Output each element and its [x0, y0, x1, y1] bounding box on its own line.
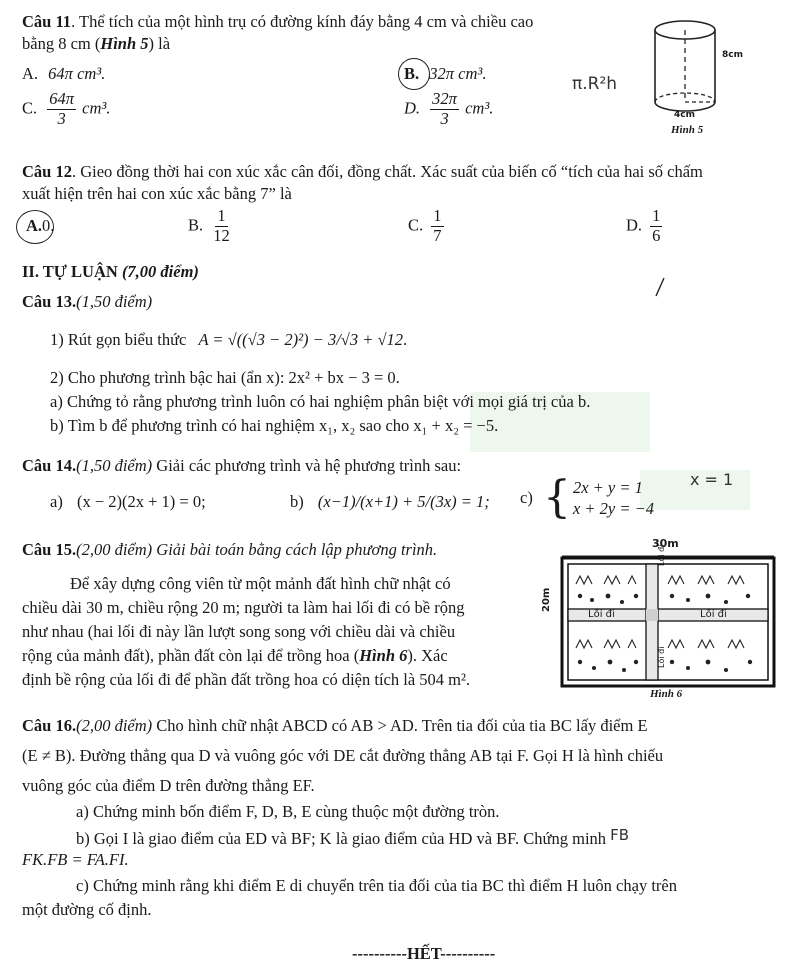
- q13-item2b: b) Tìm b để phương trình có hai nghiệm x₁, x₂ sao cho x₁ + x₂ = −5.: [50, 416, 499, 435]
- q13-label: Câu 13.: [22, 292, 77, 311]
- q11-text: . Thể tích của một hình trụ có đường kính đáy bằng 4 cm và chiều cao: [71, 12, 534, 31]
- q11-option-c: [22, 90, 110, 129]
- q13-item2: 2) Cho phương trình bậc hai (ẩn x): 2x² + bx − 3 = 0.: [50, 368, 400, 387]
- q14-label: Câu 14.: [22, 456, 77, 475]
- q14-c: [520, 472, 655, 523]
- q15-figure-ref: Hình 6: [359, 646, 408, 665]
- option-fraction: [650, 207, 662, 246]
- q14-b-expr: (x−1)/(x+1) + 5/(3x) = 1;: [317, 492, 490, 511]
- q11-handnote: π.R²h: [572, 74, 618, 94]
- system-row-2: x + 2y = −4: [572, 499, 655, 518]
- q11-figure-ref: Hình 5: [100, 34, 149, 53]
- fig6-caption: Hình 6: [650, 688, 683, 700]
- q15-label: Câu 15.: [22, 540, 77, 559]
- q15-p1: Để xây dựng công viên từ một mảnh đất hình chữ nhật có: [70, 574, 451, 593]
- q14-a-expr: (x − 2)(2x + 1) = 0;: [76, 492, 206, 511]
- option-unit: cm³.: [82, 98, 111, 118]
- park-figure: [548, 536, 788, 706]
- fraction-denominator: 7: [433, 225, 442, 245]
- q12-line1: [22, 162, 703, 182]
- q13-item1-expr: A = √((√3 − 2)²) − 3/√3 + √12: [198, 330, 404, 349]
- q16-line2: (E ≠ B). Đường thẳng qua D và vuông góc với DE cắt đường thẳng AB tại F. Gọi H là hình chiếu: [22, 746, 664, 765]
- fig6-length-label: 30m: [652, 537, 679, 550]
- option-fraction: [431, 207, 443, 246]
- option-label: C.: [22, 98, 38, 118]
- cylinder-figure: [640, 14, 770, 139]
- q15-p3: như nhau (hai lối đi này lần lượt song song với chiều dài và chiều: [22, 622, 456, 641]
- q11-text-a: bằng 8 cm (: [22, 34, 101, 53]
- q16-label: Câu 16.: [22, 716, 77, 735]
- option-label: C.: [408, 215, 424, 235]
- fraction-numerator: 1: [433, 206, 442, 225]
- q13-item1: 1) Rút gọn biểu thức A = √((√3 − 2)²) − 3/√3 + √12.: [50, 330, 408, 349]
- q11-option-a: [22, 64, 105, 84]
- option-value: 0.: [42, 216, 55, 235]
- option-label: A.: [22, 64, 39, 83]
- option-fraction: [211, 207, 232, 246]
- system-row-1: 2x + y = 1: [572, 477, 643, 497]
- q15-p5: định bề rộng của lối đi để phần đất trồng hoa có diện tích là 504 m².: [22, 670, 471, 689]
- q16-part-b-formula: FK.FB = FA.FI.: [22, 850, 129, 869]
- part2-title: II. TỰ LUẬN: [22, 262, 118, 281]
- q11-label: Câu 11: [22, 12, 72, 31]
- item-label: b): [290, 492, 304, 511]
- q13-points: (1,50 điểm): [76, 292, 153, 311]
- fraction-denominator: 6: [652, 225, 661, 245]
- fraction-denominator: 12: [213, 225, 230, 245]
- q16-points: (2,00 điểm): [76, 716, 153, 735]
- fraction-denominator: 3: [440, 108, 449, 128]
- q11-option-d: [404, 90, 493, 129]
- fig6-path-horizontal-left: Lối đi: [588, 609, 615, 620]
- item-label: c): [520, 488, 533, 508]
- option-fraction: [430, 90, 459, 129]
- q14-b: [290, 492, 490, 512]
- q15-p2: chiều dài 30 m, chiều rộng 20 m; người ta làm hai lối đi có bề rộng: [22, 598, 465, 617]
- stray-mark: [650, 276, 670, 298]
- q12-option-d: [626, 207, 664, 246]
- part2-points: (7,00 điểm): [121, 262, 199, 281]
- fraction-numerator: 32π: [432, 89, 457, 108]
- fig6-width-label: 20m: [541, 587, 552, 612]
- q16-text: Cho hình chữ nhật ABCD có AB > AD. Trên tia đối của tia BC lấy điểm E: [152, 716, 648, 735]
- option-label: B.: [188, 215, 204, 235]
- q15-subtitle: Giải bài toán bằng cách lập phương trình.: [152, 540, 438, 559]
- fig5-height-label: 8cm: [722, 50, 743, 60]
- fraction-denominator: 3: [57, 108, 66, 128]
- q16-part-b-text: b) Gọi I là giao điểm của ED và BF; K là giao điểm của HD và BF. Chứng minh: [76, 829, 607, 848]
- option-unit: cm³.: [465, 98, 494, 118]
- q14-heading: [22, 456, 461, 476]
- option-value: 64π cm³.: [48, 64, 106, 83]
- q15-heading: [22, 540, 437, 560]
- q15-points: (2,00 điểm): [76, 540, 153, 559]
- q13-item2a: a) Chứng tỏ rằng phương trình luôn có hai nghiệm phân biệt với mọi giá trị của b.: [50, 392, 591, 411]
- fig5-diameter-label: 4cm: [674, 110, 695, 120]
- q15-p4: [22, 646, 448, 666]
- part2-heading: [22, 262, 199, 282]
- fraction-numerator: 64π: [49, 89, 75, 108]
- fig5-caption: Hình 5: [671, 124, 704, 136]
- q15-p4-text: rộng của mảnh đất), phần đất còn lại để trồng hoa (: [22, 646, 360, 665]
- system-rows: [573, 477, 654, 520]
- q12-line2: xuất hiện trên hai con xúc xắc bằng 7” là: [22, 184, 292, 203]
- q16-part-c: c) Chứng minh rằng khi điểm E di chuyển trên tia đối của tia BC thì điểm H luôn chạy trên: [76, 876, 677, 895]
- q11-line2: [22, 34, 170, 54]
- q16-part-b: [76, 826, 629, 849]
- q11-line1: [22, 12, 533, 32]
- option-label: D.: [626, 215, 643, 235]
- fraction-numerator: 1: [217, 206, 226, 225]
- fig6-path-horizontal-right: Lối đi: [700, 609, 727, 620]
- q13-heading: [22, 292, 152, 312]
- q12-option-c: [408, 207, 446, 246]
- option-value: 32π cm³.: [429, 64, 487, 83]
- q14-handnote: x = 1: [690, 470, 734, 489]
- q13-item1-text: 1) Rút gọn biểu thức: [50, 330, 187, 349]
- fig6-path-vertical-top: Lối đi: [657, 544, 666, 566]
- q11-text-b: ) là: [148, 34, 171, 53]
- option-label: D.: [404, 98, 421, 118]
- q16-line3: vuông góc của điểm D trên đường thẳng EF.: [22, 776, 315, 795]
- answer-circle: [398, 58, 430, 90]
- q12-option-a: [26, 216, 54, 236]
- fraction-numerator: 1: [652, 206, 661, 225]
- fig6-path-vertical-bottom: Lối đi: [657, 646, 666, 668]
- q12-text: . Gieo đồng thời hai con xúc xắc cân đối, đồng chất. Xác suất của biến cố “tích của hai số chấm: [71, 162, 703, 181]
- q14-a: [50, 492, 206, 512]
- option-label: A.: [26, 216, 43, 235]
- q16-handnote: FB: [610, 826, 630, 844]
- option-label: B.: [404, 64, 420, 83]
- equation-system: [542, 472, 655, 523]
- q14-points: (1,50 điểm): [76, 456, 153, 475]
- q16-line1: [22, 716, 648, 736]
- item-label: a): [50, 492, 63, 511]
- q16-part-a: a) Chứng minh bốn điểm F, D, B, E cùng thuộc một đường tròn.: [76, 802, 500, 821]
- q12-option-b: [188, 207, 234, 246]
- q12-label: Câu 12: [22, 162, 72, 181]
- option-fraction: [47, 90, 76, 129]
- system-brace: {: [542, 472, 571, 523]
- q15-p4-end: ). Xác: [407, 646, 448, 665]
- q16-part-c-cont: một đường cố định.: [22, 900, 152, 919]
- end-marker: ----------HẾT----------: [352, 944, 496, 963]
- q14-text: Giải các phương trình và hệ phương trình sau:: [152, 456, 462, 475]
